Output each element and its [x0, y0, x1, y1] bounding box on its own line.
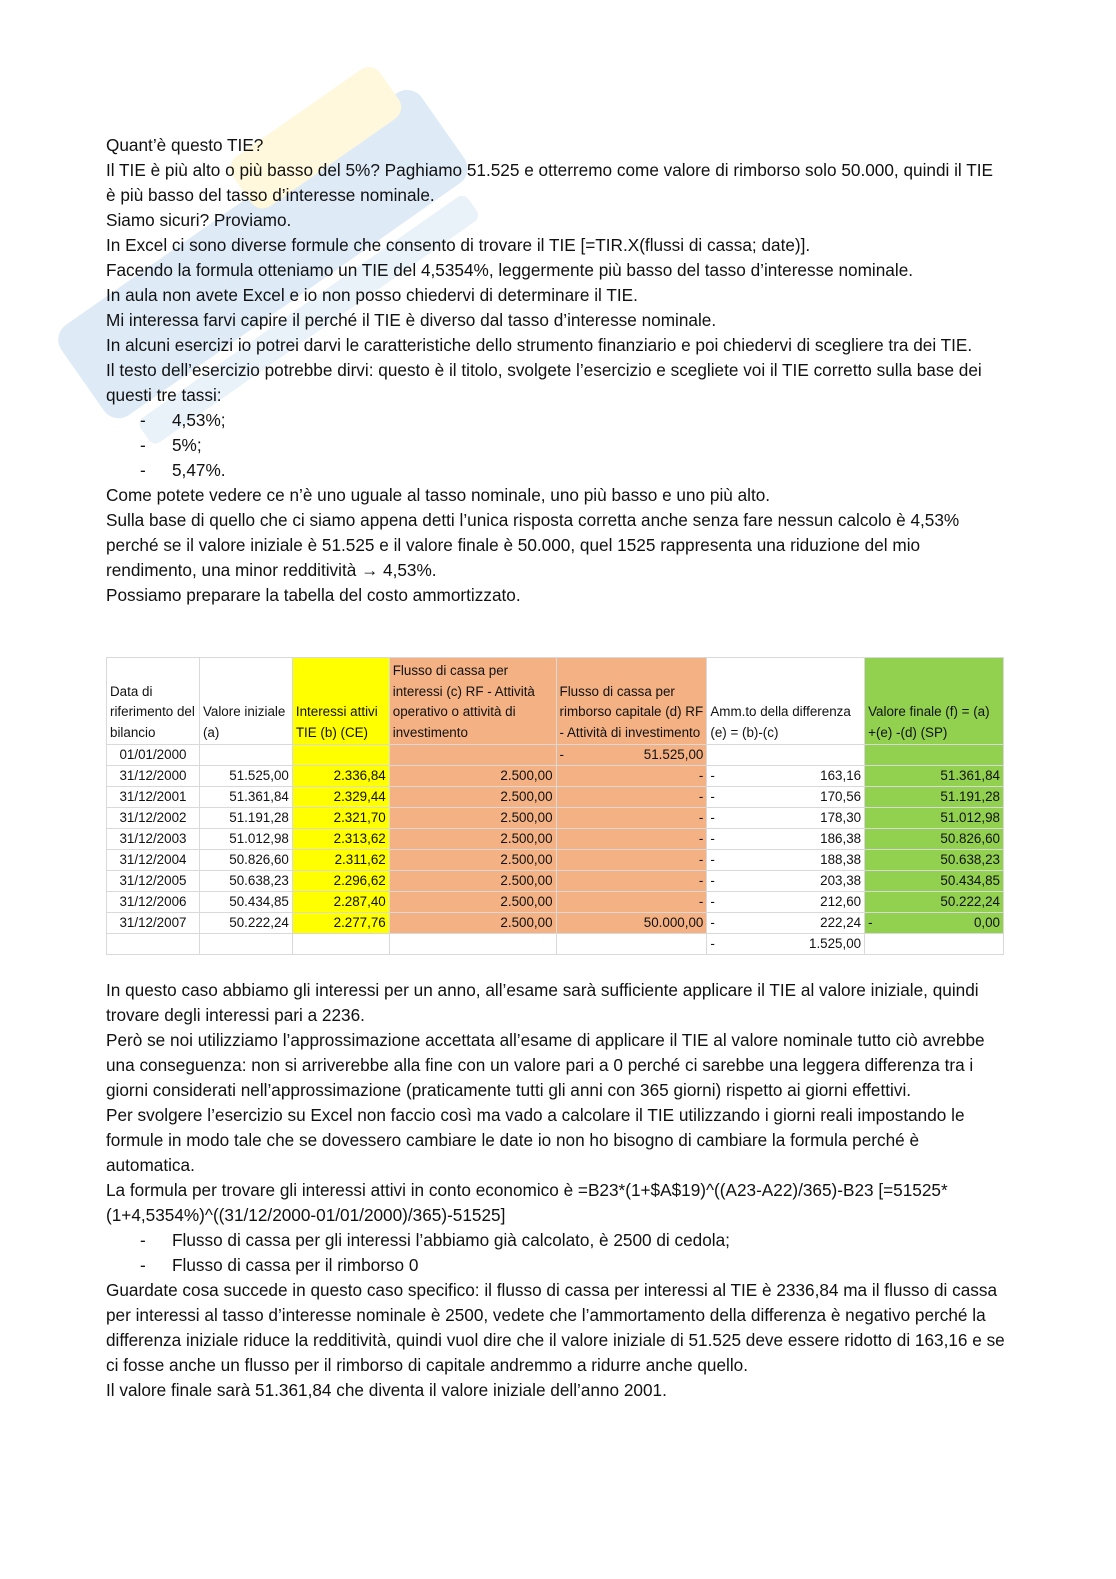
- interest-value: 2.287,40: [333, 894, 386, 909]
- initial-value: 51.525,00: [229, 768, 289, 783]
- list-item: [106, 458, 1006, 483]
- cell-date: [107, 850, 200, 871]
- cell-date: [107, 766, 200, 787]
- interest-value: 2.321,70: [333, 810, 386, 825]
- amortization-value: 212,60: [820, 894, 862, 909]
- cf-interest-value: 2.500,00: [500, 789, 553, 804]
- interest-value: 2.329,44: [333, 789, 386, 804]
- date-value: 31/12/2003: [119, 831, 187, 846]
- paragraph: Il valore finale sarà 51.361,84 che diventa il valore iniziale dell’anno 2001.: [106, 1380, 667, 1400]
- cell-final: [865, 766, 1004, 787]
- cell-empty: [865, 934, 1004, 955]
- table-row: [107, 850, 1004, 871]
- cell-amortization: [707, 892, 865, 913]
- minus-sign: -: [710, 936, 715, 951]
- cell-interest: [292, 808, 389, 829]
- cell-final: [865, 871, 1004, 892]
- cell-cf-interest: [389, 850, 556, 871]
- paragraph: La formula per trovare gli interessi attivi in conto economico è =B23*(1+$A$19)^((A23-A22)/365)-B23 [=51525*(1+4,5354%)^((31/12/2000-01/01/2000)/365)-51525]: [106, 1180, 948, 1225]
- cell-amortization: [707, 787, 865, 808]
- table-row: [107, 745, 1004, 766]
- cell-final: [865, 829, 1004, 850]
- rate-option: 4,53%;: [172, 410, 226, 430]
- table-row: [107, 787, 1004, 808]
- table-row: [107, 913, 1004, 934]
- cf-interest-value: 2.500,00: [500, 873, 553, 888]
- cell-empty: [292, 934, 389, 955]
- cell-interest: [292, 850, 389, 871]
- cf-interest-value: 2.500,00: [500, 768, 553, 783]
- cashflow-list: [106, 1228, 1006, 1278]
- cell-initial: [199, 913, 292, 934]
- cf-interest-value: 2.500,00: [500, 810, 553, 825]
- cell-amortization: [707, 829, 865, 850]
- amortization-value: 178,30: [820, 810, 862, 825]
- cell-cf-interest: [389, 892, 556, 913]
- cell-initial: [199, 850, 292, 871]
- amortization-value: 222,24: [820, 915, 862, 930]
- cell-cf-capital: [556, 787, 707, 808]
- rates-list: [106, 408, 1006, 483]
- bullet-dash: -: [140, 410, 146, 430]
- paragraph: Facendo la formula otteniamo un TIE del 4,5354%, leggermente più basso del tasso d’interesse nominale.: [106, 260, 914, 280]
- header-initial-value: Valore iniziale (a): [199, 658, 292, 745]
- minus-sign: -: [710, 873, 715, 888]
- total-amortization-value: 1.525,00: [809, 936, 862, 951]
- paragraph: In alcuni esercizi io potrei darvi le caratteristiche dello strumento finanziario e poi chiedervi di scegliere tra dei TIE.: [106, 335, 973, 355]
- paragraph: In aula non avete Excel e io non posso chiedervi di determinare il TIE.: [106, 285, 638, 305]
- cell-cf-interest: [389, 787, 556, 808]
- date-value: 31/12/2006: [119, 894, 187, 909]
- list-item-text: Flusso di cassa per il rimborso 0: [172, 1255, 419, 1275]
- cell-interest: [292, 913, 389, 934]
- rate-option: 5%;: [172, 435, 202, 455]
- interest-value: 2.336,84: [333, 768, 386, 783]
- cell-final: [865, 808, 1004, 829]
- bullet-dash: -: [140, 435, 146, 455]
- list-item: [106, 408, 1006, 433]
- date-value: 31/12/2000: [119, 768, 187, 783]
- cell-date: [107, 892, 200, 913]
- bullet-dash: -: [140, 1230, 146, 1250]
- cell-cf-capital: [556, 892, 707, 913]
- paragraph: Quant’è questo TIE?: [106, 135, 264, 155]
- table-row: [107, 892, 1004, 913]
- cell-interest: [292, 787, 389, 808]
- minus-sign: -: [710, 852, 715, 867]
- cell-final: [865, 892, 1004, 913]
- cell-initial: [199, 808, 292, 829]
- list-item: [106, 1228, 1006, 1253]
- explanation-section: [106, 978, 1006, 1403]
- amortization-value: 188,38: [820, 852, 862, 867]
- cell-cf-interest: [389, 745, 556, 766]
- initial-value: 51.361,84: [229, 789, 289, 804]
- paragraph: In questo caso abbiamo gli interessi per un anno, all’esame sarà sufficiente applicare il TIE al valore iniziale, quindi trovare degli interessi pari a 2236.: [106, 980, 979, 1025]
- cf-capital-value: -: [698, 789, 704, 804]
- final-value: 50.826,60: [940, 831, 1000, 846]
- cell-interest: [292, 871, 389, 892]
- paragraph: In Excel ci sono diverse formule che consento di trovare il TIE [=TIR.X(flussi di cassa; date)].: [106, 235, 811, 255]
- list-item-text: Flusso di cassa per gli interessi l’abbiamo già calcolato, è 2500 di cedola;: [172, 1230, 730, 1250]
- cell-cf-interest: [389, 913, 556, 934]
- initial-value: 50.826,60: [229, 852, 289, 867]
- header-amortization: Amm.to della differenza (e) = (b)-(c): [707, 658, 865, 745]
- interest-value: 2.311,62: [334, 852, 386, 867]
- paragraph: Possiamo preparare la tabella del costo ammortizzato.: [106, 585, 521, 605]
- final-value: 50.434,85: [940, 873, 1000, 888]
- table-row: [107, 829, 1004, 850]
- final-value: 51.361,84: [940, 768, 1000, 783]
- cell-cf-interest: [389, 871, 556, 892]
- interest-value: 2.296,62: [333, 873, 386, 888]
- final-value: 50.222,24: [940, 894, 1000, 909]
- final-value: 0,00: [973, 915, 1000, 930]
- cell-date: [107, 787, 200, 808]
- cell-cf-capital: [556, 913, 707, 934]
- cell-empty: [107, 934, 200, 955]
- paragraph: Mi interessa farvi capire il perché il TIE è diverso dal tasso d’interesse nominale.: [106, 310, 717, 330]
- cell-final: [865, 787, 1004, 808]
- date-value: 31/12/2001: [119, 789, 187, 804]
- cell-empty: [556, 934, 707, 955]
- date-value: 31/12/2007: [119, 915, 187, 930]
- final-value: 51.191,28: [940, 789, 1000, 804]
- final-value: 50.638,23: [940, 852, 1000, 867]
- cell-cf-interest: [389, 829, 556, 850]
- cf-capital-value: -: [698, 873, 704, 888]
- amortization-value: 203,38: [820, 873, 862, 888]
- cell-final: [865, 745, 1004, 766]
- cell-date: [107, 829, 200, 850]
- paragraph: Il TIE è più alto o più basso del 5%? Paghiamo 51.525 e otterremo come valore di rimborso solo 50.000, quindi il TIE è più basso del tasso d’interesse nominale.: [106, 160, 993, 205]
- cell-date: [107, 808, 200, 829]
- interest-value: 2.277,76: [333, 915, 386, 930]
- header-cf-interest: Flusso di cassa per interessi (c) RF - Attività operativo o attività di investimento: [389, 658, 556, 745]
- bullet-dash: -: [140, 1255, 146, 1275]
- table-row: [107, 808, 1004, 829]
- minus-sign: -: [710, 768, 715, 783]
- cell-date: [107, 871, 200, 892]
- cell-cf-capital: [556, 808, 707, 829]
- cell-initial: [199, 829, 292, 850]
- cell-amortization: [707, 766, 865, 787]
- cell-final: [865, 913, 1004, 934]
- cell-amortization: [707, 745, 865, 766]
- cf-capital-value: 51.525,00: [643, 747, 704, 762]
- cell-amortization: [707, 808, 865, 829]
- cf-interest-value: 2.500,00: [500, 831, 553, 846]
- cf-interest-value: 2.500,00: [500, 915, 553, 930]
- paragraph: Sulla base di quello che ci siamo appena detti l’unica risposta corretta anche senza fare nessun calcolo è 4,53% perché se il valore iniziale è 51.525 e il valore finale è 50.000, quel 1525 rappresenta una riduzione del mio rendimento, una minor redditività → 4,53%.: [106, 510, 960, 580]
- table-row: [107, 766, 1004, 787]
- initial-value: 51.012,98: [229, 831, 289, 846]
- cell-cf-capital: [556, 745, 707, 766]
- cell-interest: [292, 892, 389, 913]
- minus-sign: -: [710, 810, 715, 825]
- cell-initial: [199, 787, 292, 808]
- initial-value: 51.191,28: [229, 810, 289, 825]
- cell-final: [865, 850, 1004, 871]
- table-row: [107, 871, 1004, 892]
- cell-cf-capital: [556, 850, 707, 871]
- cell-date: 01/01/2000: [107, 745, 200, 766]
- paragraph: Guardate cosa succede in questo caso specifico: il flusso di cassa per interessi al TIE è 2336,84 ma il flusso di cassa per interessi al tasso d’interesse nominale è 2500, vedete che l’ammortamento della differenza è negativo perché la differenza iniziale riduce la redditività, quindi vuol dire che il valore iniziale di 51.525 deve essere ridotto di 163,16 e se ci fosse anche un flusso per il rimborso di capitale andremmo a ridurre anche quello.: [106, 1280, 1005, 1375]
- initial-value: 50.434,85: [229, 894, 289, 909]
- minus-sign: -: [868, 915, 873, 930]
- date-value: 31/12/2002: [119, 810, 187, 825]
- cf-capital-value: -: [698, 852, 704, 867]
- list-item: [106, 1253, 1006, 1278]
- cell-interest: [292, 766, 389, 787]
- cf-capital-value: -: [698, 831, 704, 846]
- paragraph: Come potete vedere ce n’è uno uguale al tasso nominale, uno più basso e uno più alto.: [106, 485, 771, 505]
- initial-value: 50.638,23: [229, 873, 289, 888]
- intro-section: [106, 133, 1006, 608]
- cell-amortization: [707, 850, 865, 871]
- cell-empty: [199, 934, 292, 955]
- date-value: 31/12/2005: [119, 873, 187, 888]
- cell-initial: [199, 871, 292, 892]
- amortization-value: 170,56: [820, 789, 862, 804]
- cell-date: [107, 913, 200, 934]
- cell-initial: [199, 745, 292, 766]
- header-final-value: Valore finale (f) = (a) +(e) -(d) (SP): [865, 658, 1004, 745]
- amortization-value: 163,16: [820, 768, 862, 783]
- cell-total-amortization: [707, 934, 865, 955]
- cell-amortization: [707, 913, 865, 934]
- cell-amortization: [707, 871, 865, 892]
- cell-initial: [199, 766, 292, 787]
- header-interest: Interessi attivi TIE (b) (CE): [292, 658, 389, 745]
- bullet-dash: -: [140, 460, 146, 480]
- interest-value: 2.313,62: [333, 831, 386, 846]
- paragraph: Per svolgere l’esercizio su Excel non faccio così ma vado a calcolare il TIE utilizzando i giorni reali impostando le formule in modo tale che se dovessero cambiare le date io non ho bisogno di cambiare la formula perché è automatica.: [106, 1105, 965, 1175]
- cf-capital-value: 50.000,00: [643, 915, 704, 930]
- cell-interest: [292, 745, 389, 766]
- final-value: 51.012,98: [940, 810, 1000, 825]
- initial-value: 50.222,24: [229, 915, 289, 930]
- cf-interest-value: 2.500,00: [500, 852, 553, 867]
- amortization-value: 186,38: [820, 831, 862, 846]
- cf-capital-value: -: [698, 768, 704, 783]
- minus-sign: -: [710, 789, 715, 804]
- date-value: 31/12/2004: [119, 852, 187, 867]
- paragraph: Il testo dell’esercizio potrebbe dirvi: questo è il titolo, svolgete l’esercizio e scegliete voi il TIE corretto sulla base dei questi tre tassi:: [106, 360, 982, 405]
- paragraph: Però se noi utilizziamo l’approssimazione accettata all’esame di applicare il TIE al valore nominale tutto ciò avrebbe una conseguenza: non si arriverebbe alla fine con un valore pari a 0 perché ci sarebbe una leggera differenza tra i giorni considerati nell’approssimazione (praticamente tutti gli anni con 365 giorni) rispetto ai giorni effettivi.: [106, 1030, 985, 1100]
- paragraph: Siamo sicuri? Proviamo.: [106, 210, 292, 230]
- list-item: [106, 433, 1006, 458]
- cell-cf-capital: [556, 871, 707, 892]
- table-total-row: [107, 934, 1004, 955]
- minus-sign: -: [710, 894, 715, 909]
- header-date: Data di riferimento del bilancio: [107, 658, 200, 745]
- cell-initial: [199, 892, 292, 913]
- cf-interest-value: 2.500,00: [500, 894, 553, 909]
- cell-cf-capital: [556, 829, 707, 850]
- minus-sign: -: [710, 915, 715, 930]
- cell-cf-interest: [389, 766, 556, 787]
- table-header-row: [107, 658, 1004, 745]
- amortized-cost-table: [106, 657, 1004, 955]
- minus-sign: -: [710, 831, 715, 846]
- cf-capital-value: -: [698, 894, 704, 909]
- minus-sign: -: [559, 747, 564, 762]
- rate-option: 5,47%.: [172, 460, 226, 480]
- cell-interest: [292, 829, 389, 850]
- cell-cf-capital: [556, 766, 707, 787]
- header-cf-capital: Flusso di cassa per rimborso capitale (d) RF - Attività di investimento: [556, 658, 707, 745]
- cf-capital-value: -: [698, 810, 704, 825]
- cell-empty: [389, 934, 556, 955]
- cell-cf-interest: [389, 808, 556, 829]
